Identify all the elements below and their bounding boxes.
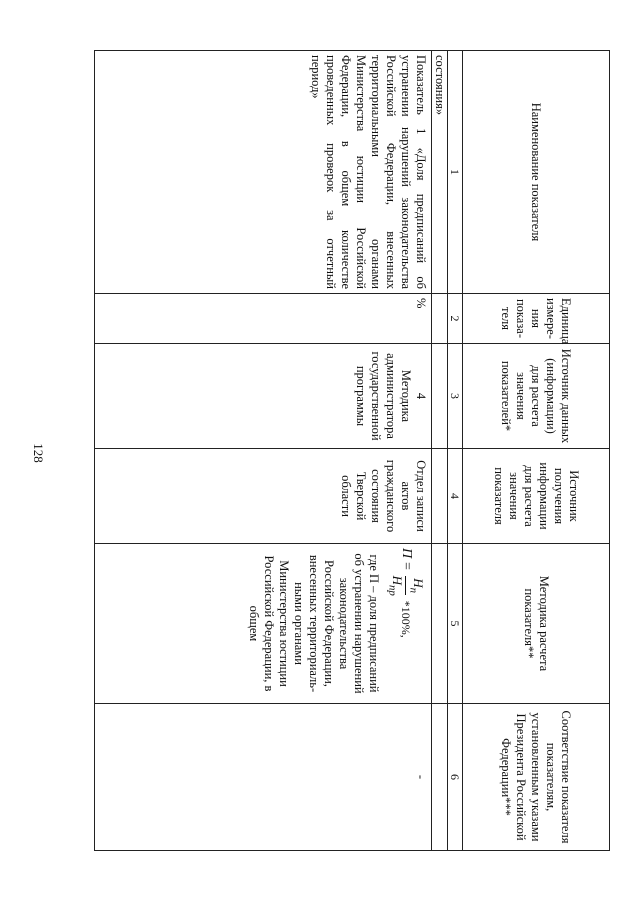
method-formula — [385, 548, 425, 699]
rotated-table-container — [80, 50, 610, 850]
formula-fraction — [385, 574, 425, 598]
header-data-source: Источник данных (информации) для расчета значения показателей* — [463, 344, 610, 449]
section-continuation-row — [431, 51, 447, 851]
header-info-source: Источник получения информации для расчета значения показателя — [463, 449, 610, 544]
column-number: 4 — [447, 449, 462, 544]
empty-cell — [431, 544, 447, 704]
column-number: 1 — [447, 51, 462, 294]
column-number: 5 — [447, 544, 462, 704]
formula-denominator: $Н_{пр}$ — [386, 575, 406, 596]
column-number-row — [447, 51, 462, 851]
data-source-text: Методика администратора государственной программы — [353, 351, 413, 441]
indicator-unit: % — [94, 294, 431, 344]
indicator-data-source — [94, 344, 431, 449]
page-number: 128 — [31, 443, 46, 463]
empty-cell — [431, 449, 447, 544]
empty-cell — [431, 344, 447, 449]
table-row — [94, 51, 431, 851]
data-source-number: 4 — [413, 392, 428, 400]
formula-tail: *100%, — [398, 600, 413, 638]
table-header-row — [463, 51, 610, 851]
column-number: 3 — [447, 344, 462, 449]
header-indicator-name: Наименование показателя — [463, 51, 610, 294]
empty-cell — [431, 704, 447, 851]
indicator-method — [94, 544, 431, 704]
header-unit: Единица измерения показателя — [463, 294, 610, 344]
formula-numerator: $Н_п$ — [407, 578, 426, 594]
header-method: Методика расчета показателя** — [463, 544, 610, 704]
indicator-compliance: - — [94, 704, 431, 851]
indicator-info-source: Отдел записи актов гражданского состояния Тверской области — [94, 449, 431, 544]
column-number: 2 — [447, 294, 462, 344]
header-compliance: Соответствие показателя показателям, установленным указами Президента Российской Федерации*** — [463, 704, 610, 851]
formula-lhs: П — [398, 548, 414, 559]
empty-cell — [431, 294, 447, 344]
method-text: где П – доля предписаний об устранении нарушений законодательства Российской Федерации, внесенных территориальными органами Министерства юстиции Российской Федерации, в общем — [247, 553, 382, 694]
indicators-table — [94, 50, 610, 851]
formula-equals: = — [398, 561, 414, 571]
section-label: состояния» — [431, 51, 447, 294]
column-number: 6 — [447, 704, 462, 851]
indicator-name: Показатель 1 «Доля предписаний об устранении нарушений законодательства Российской Федерации, внесенных территориальными органами Министерства юстиции Российской Федерации, в общем количестве проведенных проверок за отчетный период» — [94, 51, 431, 294]
